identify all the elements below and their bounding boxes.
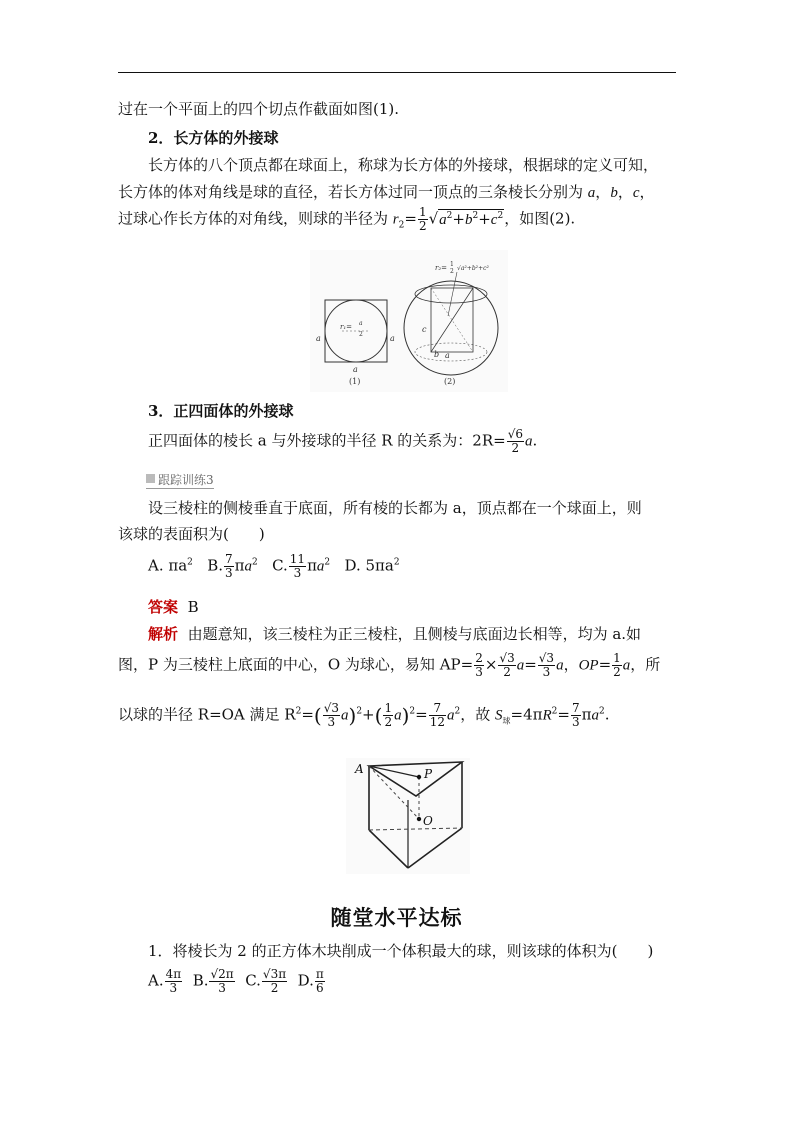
- frac-half: $\frac{1}{2}$: [418, 205, 427, 233]
- section-3-line: 正四面体的棱长 a 与外接球的半径 R 的关系为：2R= $\frac{√6}{2}$ a.: [148, 427, 538, 455]
- jiexi-line-1: [148, 623, 641, 644]
- section-2-line-3-end: ，如图(2).: [504, 209, 576, 228]
- fig1-a-bottom: a: [353, 365, 358, 374]
- svg-text:2: 2: [450, 268, 454, 275]
- answer-label: 答案: [148, 598, 179, 616]
- svg-text:√a²+b²+c²: √a²+b²+c²: [457, 265, 489, 272]
- question-line-2: 该球的表面积为( ): [118, 525, 265, 543]
- jiexi-line-2: 图，P 为三棱柱上底面的中心，O 为球心，易知 AP= $\frac{2}{3}$ × $\frac{√3}{2}$ a= $\frac{√3}{3}$ a，OP= $\frac{1}{2}$ a，所: [118, 651, 661, 679]
- jiexi-line-3: 以球的半径 R=OA 满足 $R^2=$( $\frac{√3}{3}$ a)$^2$+( $\frac{1}{2}$ a)$^2$= $\frac{7}{12}$ $a^2$，故 $S_球=4\pi R^2=$ $\frac{7}{3}$ $\pi a^2$.: [118, 701, 610, 729]
- fig2-r2-label: r₂=: [435, 264, 448, 272]
- section-2-line-3-text: 过球心作长方体的对角线，则球的半径为: [118, 209, 389, 228]
- section-heading: 随堂水平达标: [330, 905, 463, 930]
- section-3-text: 正四面体的棱长 a 与外接球的半径 R 的关系为：2R=: [148, 431, 506, 450]
- section-3-title: 3．正四面体的外接球: [148, 402, 294, 420]
- fig1-a-left: a: [316, 334, 321, 343]
- option-a: A. πa: [148, 556, 188, 575]
- point-o: [417, 817, 421, 821]
- option-d: D. 5πa: [344, 556, 394, 575]
- label-p: P: [424, 767, 433, 781]
- option-b: B.: [207, 556, 224, 575]
- point-p: [417, 775, 421, 779]
- paragraph-1: 过在一个平面上的四个切点作截面如图(1).: [118, 100, 400, 118]
- jiexi-label: 解析: [148, 625, 179, 643]
- section-2-title: 2．长方体的外接球: [148, 129, 279, 147]
- answer-value: B: [187, 598, 199, 616]
- practice-tag: 跟踪训练3: [146, 471, 214, 489]
- svg-text:a: a: [359, 320, 363, 327]
- fig1-caption: (1): [349, 377, 361, 386]
- label-o: O: [423, 814, 433, 828]
- header-rule: [118, 72, 676, 73]
- section-2-line-3: 过球心作长方体的对角线，则球的半径为 $r_2=$ $\frac{1}{2}$ $√a^2+b^2+c^2$，如图(2).: [118, 205, 576, 233]
- answer-line: [148, 596, 199, 617]
- figure-sphere-diagrams: [310, 250, 508, 392]
- question-line-1: 设三棱柱的侧棱垂直于底面，所有棱的长都为 a，顶点都在一个球面上，则: [148, 499, 642, 517]
- figure-prism: [346, 758, 470, 874]
- label-a: A: [355, 762, 364, 776]
- q1-option-a: A.: [148, 971, 164, 990]
- exercise-1-options: A. $\frac{4\pi}{3}$ B. $\frac{√2\pi}{3}$ C. $\frac{√3\pi}{2}$ D. $\frac{\pi}{6}$: [148, 967, 324, 995]
- svg-text:2: 2: [359, 331, 363, 338]
- section-2-line-1: 长方体的八个顶点都在球面上，称球为长方体的外接球，根据球的定义可知，: [148, 156, 659, 174]
- fig1-a-right: a: [390, 334, 395, 343]
- section-2-line-2-text: 长方体的体对角线是球的直径，若长方体过同一顶点的三条棱长分别为: [118, 183, 584, 201]
- fig2-caption: (2): [444, 377, 456, 386]
- q1-option-c: C.: [245, 971, 261, 990]
- fig1-r1-label: r₁=: [340, 323, 353, 331]
- question-options: A. $\pi a^2$ B. $\frac{7}{3}$ $\pi a^2$ C. $\frac{11}{3}$ $\pi a^2$ D. $5\pi a^2$: [148, 552, 400, 580]
- jiexi-text-3: 以球的半径 R=OA 满足 R: [118, 705, 296, 724]
- q1-option-b: B.: [192, 971, 209, 990]
- q1-option-d: D.: [297, 971, 314, 990]
- jiexi-text-1: 由题意知，该三棱柱为正三棱柱，且侧棱与底面边长相等，均为 a.如: [187, 625, 642, 643]
- option-c: C.: [272, 556, 288, 575]
- section-2-line-2: 长方体的体对角线是球的直径，若长方体过同一顶点的三条棱长分别为 a，b，c，: [118, 183, 655, 201]
- jiexi-text-2: 图，P 为三棱柱上底面的中心，O 为球心，易知 AP=: [118, 655, 474, 674]
- fig2-a-label: a: [445, 351, 450, 360]
- fig2-b-label: b: [434, 350, 440, 359]
- exercise-1: 1．将棱长为 2 的正方体木块削成一个体积最大的球，则该球的体积为( ): [148, 942, 654, 960]
- fig2-c-label: c: [422, 325, 427, 334]
- svg-text:1: 1: [450, 261, 454, 268]
